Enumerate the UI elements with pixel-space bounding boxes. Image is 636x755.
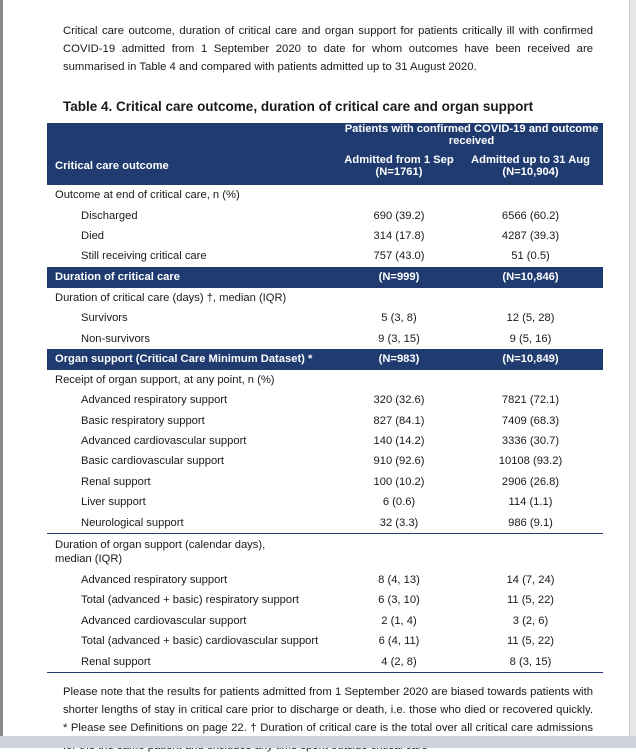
cell-from-1-sep: 827 (84.1) <box>373 414 425 427</box>
cell-up-to-31-aug: 14 (7, 24) <box>506 574 555 587</box>
table-row <box>47 390 603 410</box>
table-row <box>47 205 603 225</box>
section-header-organ-support <box>47 349 603 370</box>
header-col1: Critical care outcome <box>47 147 340 185</box>
header-col2 <box>340 147 458 185</box>
duration-group-label: Duration of critical care (days) †, median (IQR) <box>55 291 287 304</box>
cell-from-1-sep: 8 (4, 13) <box>378 574 420 587</box>
cell-from-1-sep: 314 (17.8) <box>373 229 425 242</box>
table-row <box>47 611 603 631</box>
table-title: Table 4. Critical care outcome, duration of critical care and organ support <box>63 99 534 114</box>
cell-from-1-sep: 910 (92.6) <box>373 455 425 468</box>
cell-up-to-31-aug: 12 (5, 28) <box>506 312 555 325</box>
cell-up-to-31-aug: 7409 (68.3) <box>501 414 560 427</box>
header-col3-n: (N=10,904) <box>502 166 559 178</box>
section-title: Duration of critical care <box>47 267 340 288</box>
section-n-up-to-31-aug: (N=10,849) <box>458 349 603 370</box>
row-label: Advanced respiratory support <box>81 394 228 407</box>
table-row <box>47 631 603 651</box>
cell-up-to-31-aug: 11 (5, 22) <box>506 594 555 607</box>
group-label-row <box>47 370 603 390</box>
row-label: Neurological support <box>81 516 184 529</box>
page-left-edge <box>0 0 3 748</box>
table-row <box>47 570 603 590</box>
header-col3 <box>458 147 603 185</box>
row-label: Non-survivors <box>81 332 151 345</box>
table-row <box>47 651 603 672</box>
cell-from-1-sep: 6 (3, 10) <box>378 594 420 607</box>
table-row <box>47 431 603 451</box>
row-label: Basic cardiovascular support <box>81 455 225 468</box>
group-label-row <box>47 288 603 308</box>
row-label: Renal support <box>47 651 340 672</box>
cell-from-1-sep: 2 (1, 4) <box>381 614 417 627</box>
cell-up-to-31-aug: 114 (1.1) <box>508 496 553 509</box>
table-row <box>47 512 603 533</box>
cell-from-1-sep: 320 (32.6) <box>373 394 425 407</box>
table-row <box>47 411 603 431</box>
cell-from-1-sep: 9 (3, 15) <box>378 332 420 345</box>
cell-up-to-31-aug: 7821 (72.1) <box>501 394 560 407</box>
section-title: Organ support (Critical Care Minimum Dataset) * <box>47 349 340 370</box>
cell-up-to-31-aug: 4287 (39.3) <box>501 229 560 242</box>
row-label: Advanced cardiovascular support <box>81 614 247 627</box>
outcome-group-label: Outcome at end of critical care, n (%) <box>55 189 240 202</box>
cell-up-to-31-aug: 10108 (93.2) <box>498 455 563 468</box>
intro-paragraph: Critical care outcome, duration of critical care and organ support for patients critically ill with confirmed COVID-19 admitted from 1 September 2020 to date for whom outcomes have been received are summarised in Table 4 and compared with patients admitted up to 31 August 2020. <box>63 25 593 73</box>
cell-up-to-31-aug: 8 (3, 15) <box>458 651 603 672</box>
cell-from-1-sep: 4 (2, 8) <box>340 651 458 672</box>
section-header-duration <box>47 267 603 288</box>
row-label: Liver support <box>81 496 146 509</box>
row-label: Survivors <box>81 312 128 325</box>
table-header <box>47 147 603 185</box>
section-n-from-1-sep: (N=983) <box>340 349 458 370</box>
outcome-table <box>47 123 603 673</box>
cell-up-to-31-aug: 3 (2, 6) <box>512 614 549 627</box>
row-label: Advanced respiratory support <box>81 574 228 587</box>
header-group-label: Patients with confirmed COVID-19 and outcome received <box>340 123 603 147</box>
row-label: Renal support <box>81 475 151 488</box>
footnote-paragraph: Please note that the results for patients admitted from 1 September 2020 are biased towards patients with shorter lengths of stay in critical care prior to discharge or death, i.e. those who died or recovered quickly. * Please see Definitions on page 22. † Duration of critical care is the total over all critical care admissions <box>63 686 593 734</box>
row-label: Still receiving critical care <box>81 250 207 263</box>
cell-from-1-sep: 6 (0.6) <box>382 496 416 509</box>
cell-from-1-sep: 6 (4, 11) <box>378 635 420 648</box>
table-row <box>47 492 603 512</box>
taskbar-strip <box>0 736 636 748</box>
section-n-from-1-sep: (N=999) <box>340 267 458 288</box>
cell-from-1-sep: 5 (3, 8) <box>381 312 417 325</box>
group-label-row <box>47 185 603 205</box>
header-col3-title: Admitted up to 31 Aug <box>471 154 590 166</box>
row-label: Total (advanced + basic) respiratory support <box>81 594 299 607</box>
table-row <box>47 590 603 610</box>
cell-up-to-31-aug: 3336 (30.7) <box>501 435 560 448</box>
table-row <box>47 308 603 328</box>
row-label: Died <box>81 229 105 242</box>
row-label: Advanced cardiovascular support <box>81 435 247 448</box>
cell-from-1-sep: 32 (3.3) <box>379 516 419 529</box>
section-n-up-to-31-aug: (N=10,846) <box>458 267 603 288</box>
table-row <box>47 451 603 471</box>
table-row <box>47 246 603 266</box>
table-header-group <box>47 123 603 147</box>
row-label: Basic respiratory support <box>81 414 205 427</box>
header-col2-title: Admitted from 1 Sep <box>344 154 454 166</box>
cell-up-to-31-aug: 6566 (60.2) <box>501 209 560 222</box>
cell-up-to-31-aug: 2906 (26.8) <box>501 475 560 488</box>
table-row <box>47 328 603 348</box>
scrollbar[interactable] <box>629 0 636 748</box>
cell-up-to-31-aug: 9 (5, 16) <box>509 332 552 345</box>
organ-duration-group-label: Duration of organ support (calendar days), median (IQR) <box>47 533 340 570</box>
organ-group-label: Receipt of organ support, at any point, n (%) <box>55 373 275 386</box>
cell-from-1-sep: 100 (10.2) <box>373 475 425 488</box>
cell-from-1-sep: 690 (39.2) <box>373 209 425 222</box>
row-label: Total (advanced + basic) cardiovascular support <box>81 635 319 648</box>
cell-from-1-sep: 140 (14.2) <box>373 435 425 448</box>
cell-up-to-31-aug: 986 (9.1) <box>508 516 553 529</box>
group-label-row <box>47 533 603 570</box>
cell-up-to-31-aug: 51 (0.5) <box>511 250 550 263</box>
cell-up-to-31-aug: 11 (5, 22) <box>506 635 555 648</box>
header-col2-n: (N=1761) <box>375 166 423 178</box>
row-label: Discharged <box>81 209 138 222</box>
table-row <box>47 472 603 492</box>
table-row <box>47 226 603 246</box>
cell-from-1-sep: 757 (43.0) <box>373 250 425 263</box>
